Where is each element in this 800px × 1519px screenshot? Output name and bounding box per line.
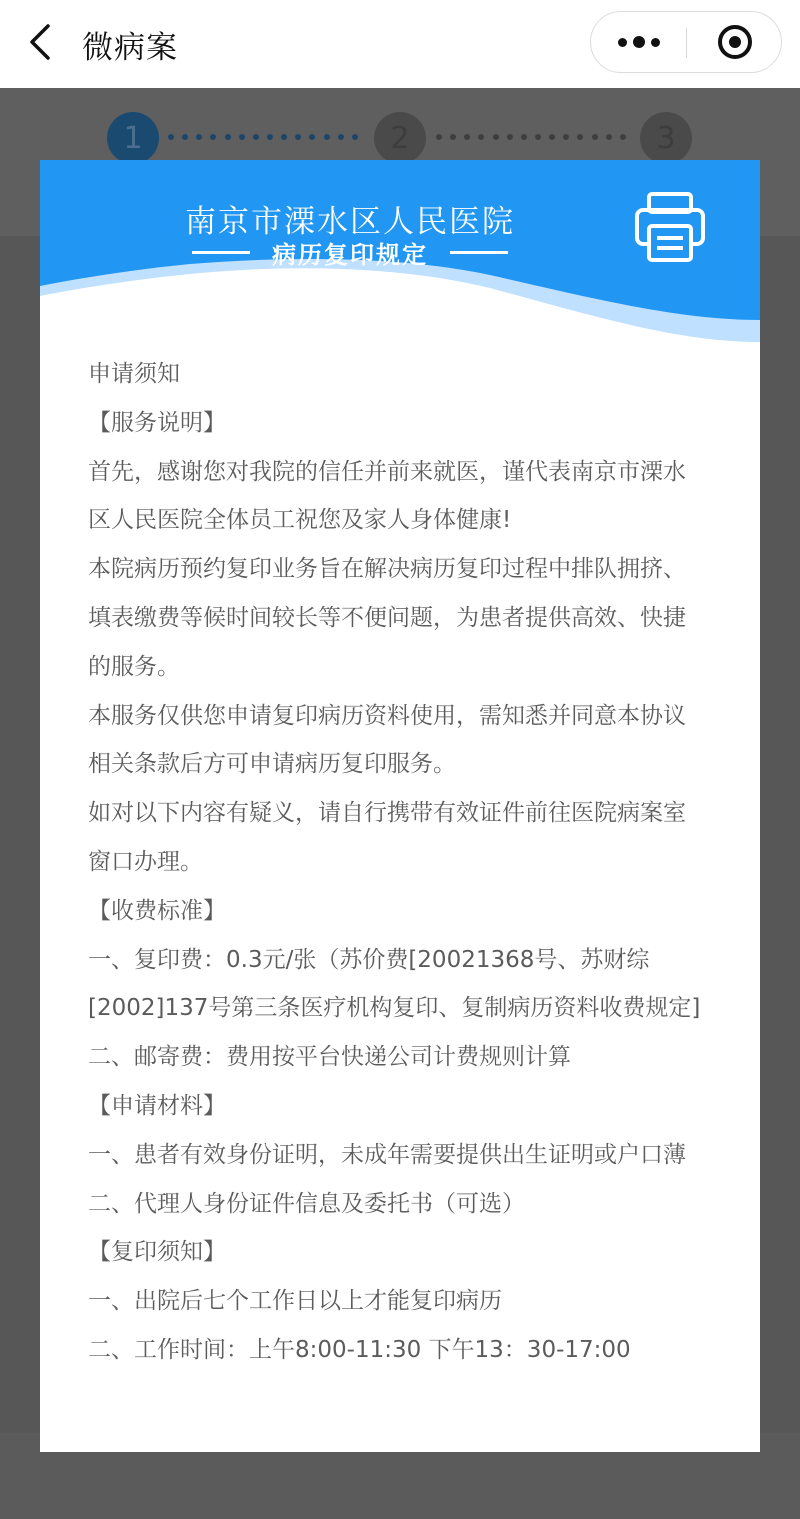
page-title: 微病案	[82, 30, 178, 66]
notice-paragraph: 二、邮寄费：费用按平台快递公司计费规则计算	[88, 1044, 571, 1071]
modal-body[interactable]	[88, 350, 708, 1375]
notice-paragraph: 本院病历预约复印业务旨在解决病历复印过程中排队拥挤、填表缴费等候时间较长等不便问题，为患者提供高效、快捷的服务。	[88, 556, 686, 680]
notice-paragraph: 一、出院后七个工作日以上才能复印病历	[88, 1288, 502, 1315]
subtitle-line-right	[450, 251, 508, 254]
section-heading: 【复印须知】	[88, 1239, 226, 1266]
close-mini-program-button[interactable]	[687, 12, 782, 72]
notice-paragraph: 二、工作时间：上午8:00-11:30 下午13：30-17:00	[88, 1336, 631, 1363]
subtitle-row	[40, 234, 660, 270]
subtitle-line-left	[192, 251, 250, 254]
mini-program-capsule	[590, 11, 782, 73]
chevron-left-icon	[20, 20, 64, 64]
copy-rules-modal	[40, 160, 760, 1452]
notice-paragraph: 一、患者有效身份证明，未成年需要提供出生证明或户口薄	[88, 1141, 686, 1168]
step-connector-1	[168, 134, 358, 142]
more-button[interactable]	[591, 12, 686, 72]
nav-bar	[0, 0, 800, 88]
step-1: 1	[107, 112, 159, 164]
modal-subtitle: 病历复印规定	[272, 240, 428, 269]
notice-paragraph: 如对以下内容有疑义，请自行携带有效证件前往医院病案室窗口办理。	[88, 800, 686, 875]
section-heading: 【服务说明】	[88, 409, 226, 436]
notice-paragraph: 二、代理人身份证件信息及委托书（可选）	[88, 1190, 525, 1217]
notice-paragraph: 本服务仅供您申请复印病历资料使用，需知悉并同意本协议相关条款后方可申请病历复印服务。	[88, 702, 686, 778]
target-close-icon	[718, 25, 752, 59]
printer-icon	[633, 190, 707, 264]
step-3: 3	[640, 112, 692, 164]
section-heading: 【收费标准】	[88, 897, 226, 924]
section-heading: 【申请材料】	[88, 1092, 226, 1119]
hospital-name: 南京市溧水区人民医院	[185, 204, 515, 240]
back-button[interactable]	[20, 20, 64, 64]
notice-heading: 申请须知	[88, 361, 180, 387]
notice-paragraph: 一、复印费：0.3元/张（苏价费[20021368号、苏财综[2002]137号第三条医疗机构复印、复制病历资料收费规定]	[88, 946, 701, 1022]
more-dots-icon	[615, 36, 663, 48]
modal-header	[40, 160, 760, 350]
step-2: 2	[374, 112, 426, 164]
notice-paragraph: 首先，感谢您对我院的信任并前来就医，谨代表南京市溧水区人民医院全体员工祝您及家人身体健康!	[88, 458, 686, 534]
step-connector-2	[436, 134, 626, 142]
